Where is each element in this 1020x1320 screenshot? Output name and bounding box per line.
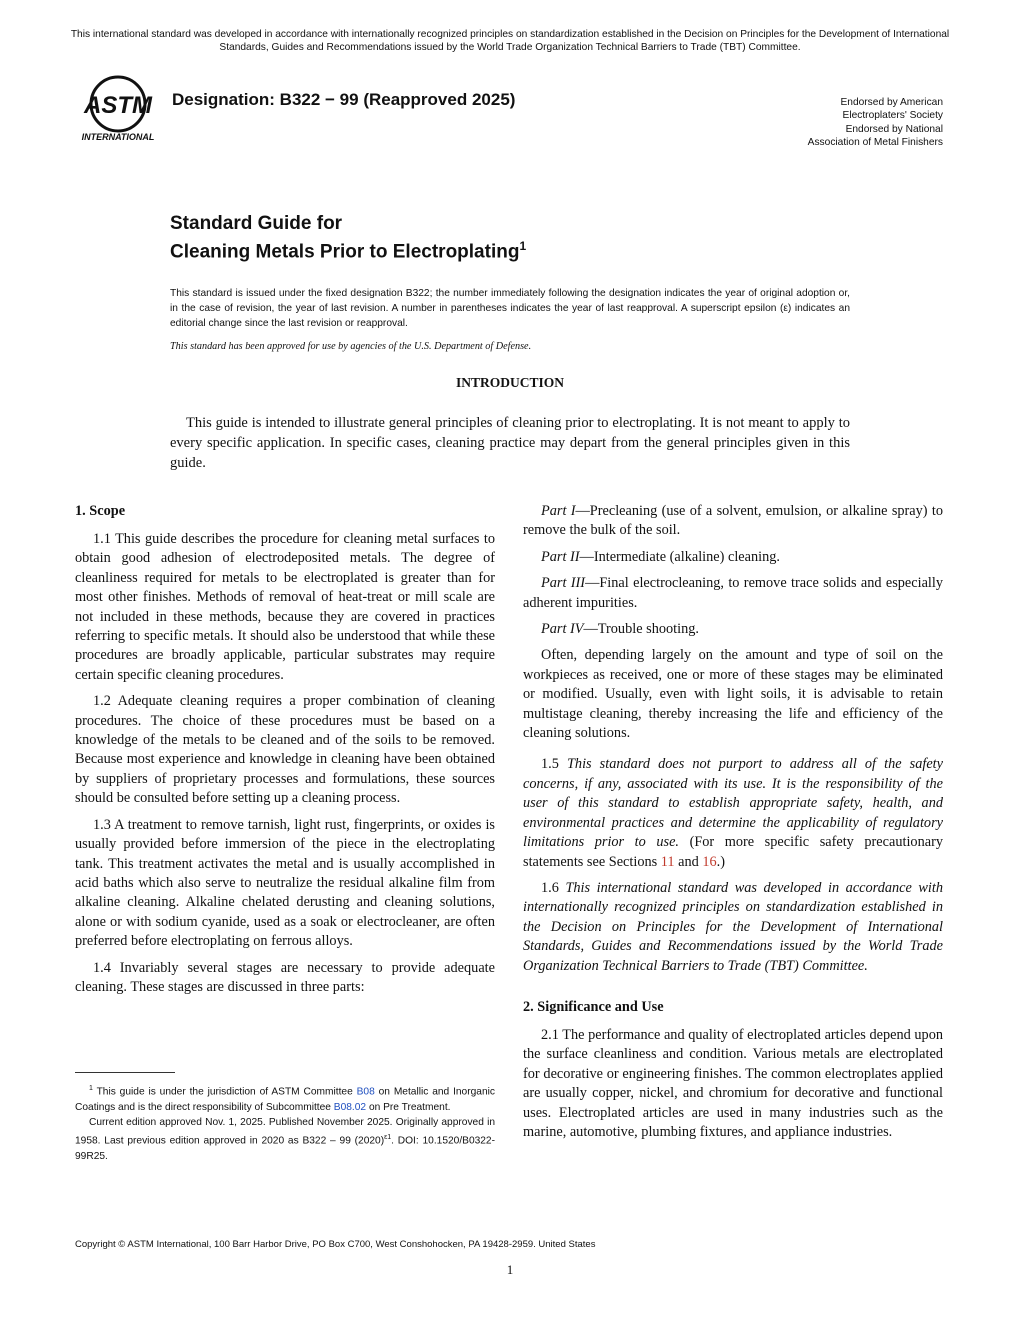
dod-note: This standard has been approved for use by agencies of the U.S. Department of Defense. — [170, 341, 532, 352]
footnote-text: on Pre Treatment. — [368, 1101, 451, 1113]
footnote-mark: 1 — [89, 1085, 93, 1092]
document-title — [170, 212, 526, 263]
title-footnote-mark: 1 — [519, 239, 527, 253]
section-1-heading: 1. Scope — [75, 503, 126, 519]
footnote-edition — [75, 1115, 495, 1164]
copyright: Copyright © ASTM International, 100 Barr Harbor Drive, PO Box C700, West Conshohocken, PA 19428-2959. United States — [75, 1239, 596, 1250]
endorsements — [808, 96, 943, 150]
footnote-text: on Metallic and Inorganic Coatings and is the direct responsibility of Subcommittee — [75, 1086, 495, 1113]
part-text: —Final electrocleaning, to remove trace solids and especially adherent impurities. — [523, 575, 944, 611]
close-paren: .) — [716, 853, 726, 870]
right-column — [523, 502, 943, 1149]
para-1-2: 1.2 Adequate cleaning requires a proper combination of cleaning procedures. The choice of these procedures must be based on a knowledge of the metals to be cleaned and of the soils to be removed. Because most experience and knowledge in cleaning have been obtained by suppliers of proprietary processes and formulations, these sources should be consulted before setting up a cleaning process. — [75, 693, 495, 807]
designation: Designation: B322 − 99 (Reapproved 2025) — [172, 90, 516, 109]
page-number: 1 — [506, 1262, 514, 1277]
safety-statement: This standard does not purport to address all of the safety concerns, if any, associated with its use. It is the responsibility of the user of this standard to establish appropriate safety, health, and environmental practices and determine the applicability of regulatory limitations prior to use. — [523, 756, 943, 851]
para-1-5 — [523, 755, 943, 871]
part-label: Part III — [541, 575, 586, 592]
top-notice: This international standard was developed in accordance with internationally recognized principles on standardization established in the Decision on Principles for the Development of International Standards, Guides and Recommendations issued by the World Trade Organization Technical Barriers to Trade (TBT) Committee. — [70, 29, 950, 53]
part-label: Part IV — [541, 621, 584, 638]
footnote — [75, 1081, 495, 1164]
footnote-1 — [75, 1081, 495, 1115]
logo-text: ASTM — [84, 92, 152, 119]
para-number: 1.6 — [541, 879, 559, 896]
part-text: —Trouble shooting. — [583, 621, 699, 638]
tbt-statement: This international standard was developed in accordance with internationally recognized principles on standardization established in the Decision on Principles for the Development of International Standards, Guides and Recommendations issued by the World Trade Organization Technical Barriers to Trade (TBT) Committee. — [523, 879, 944, 974]
edition-sup: ε1 — [384, 1134, 392, 1141]
part-3 — [523, 574, 943, 613]
logo-subtext: INTERNATIONAL — [81, 132, 155, 142]
part-text: —Intermediate (alkaline) cleaning. — [579, 548, 780, 565]
para-often: Often, depending largely on the amount and type of soil on the workpieces as received, one or more of these stages may be eliminated or modified. Usually, even with light soils, it is advisable to retain multistage cleaning, thereby increasing the life and efficiency of the cleaning solutions. — [523, 647, 943, 742]
edition-text: Current edition approved Nov. 1, 2025. Published November 2025. Originally approved in 1958. Last previous edition approved in 2020 as B322 – 99 (2020) — [75, 1116, 495, 1147]
introduction-text: This guide is intended to illustrate general principles of cleaning prior to electroplating. It is not meant to apply to every specific application. In specific cases, cleaning practice may depart from the general principles given in this guide. — [170, 415, 850, 471]
title-line-1: Standard Guide for — [170, 213, 343, 234]
and-text: and — [678, 853, 699, 870]
edition-end: . DOI: 10.1520/B0322-99R25. — [75, 1135, 495, 1162]
para-2-1: 2.1 The performance and quality of electroplated articles depend upon the surface cleanliness and condition. Various metals are electroplated for decorative or engineering finishes. The common electroplates applied are usually copper, nickel, and chromium for decorative and functional uses. Electroplated articles are used in many industries such as the marine, automotive, plumbing fixtures, and appliance industries. — [523, 1026, 943, 1140]
committee-link[interactable]: B08 — [356, 1086, 375, 1098]
para-1-6 — [523, 879, 943, 976]
para-1-4: 1.4 Invariably several stages are necessary to provide adequate cleaning. These stages are discussed in three parts: — [75, 959, 495, 995]
section-11-link[interactable]: 11 — [660, 853, 675, 870]
subcommittee-link[interactable]: B08.02 — [333, 1101, 367, 1113]
endorsement-line: Endorsed by American — [840, 97, 943, 108]
endorsement-line: Association of Metal Finishers — [807, 137, 943, 149]
part-label: Part I — [541, 503, 576, 519]
issue-note: This standard is issued under the fixed designation B322; the number immediately following the designation indicates the year of original adoption or, in the case of revision, the year of last revision. A number in parentheses indicates the year of last reapproval. A superscript epsilon (ε) indicates an editorial change since the last revision or reapproval. — [170, 288, 850, 329]
endorsement-line: Electroplaters' Society — [842, 110, 943, 122]
title-text: Cleaning Metals Prior to Electroplating — [170, 241, 520, 263]
part-4 — [523, 620, 943, 639]
para-1-1: 1.1 This guide describes the procedure for cleaning metal surfaces to obtain good adhesion of electrodeposited metals. The degree of cleanliness required for metals to be electroplated is greater than for most other finishes. Methods of removal of heat-treat or mill scale are not included in these methods, because they are covered in practices referring to specific metals. It should also be understood that while these procedures are broadly applicable, particular substrates may require certain specific cleaning procedures. — [75, 531, 495, 683]
astm-logo-icon — [76, 74, 160, 146]
section-2-heading: 2. Significance and Use — [523, 998, 664, 1015]
footnote-text: This guide is under the jurisdiction of ASTM Committee — [96, 1086, 353, 1098]
part-1 — [523, 502, 943, 541]
part-text: —Precleaning (use of a solvent, emulsion, or alkaline spray) to remove the bulk of the soil. — [523, 503, 943, 539]
part-2 — [523, 548, 943, 567]
introduction-heading: INTRODUCTION — [455, 375, 564, 390]
section-16-link[interactable]: 16 — [702, 853, 717, 870]
safety-tail: (For more specific safety precautionary statements see Sections — [523, 834, 943, 870]
para-1-3: 1.3 A treatment to remove tarnish, light rust, fingerprints, or oxides is usually provided before immersion of the piece in the electroplating tank. This treatment activates the metal and is usually accomplished in acid baths which also serve to neutralize the residual alkaline film from alkaline cleaning. Alkaline chelated derusting and cleaning solutions, alone or with sodium cyanide, used as a soak or electrocleaner, are often preferred before electroplating on ferrous alloys. — [75, 816, 495, 950]
title-line-2 — [170, 235, 526, 263]
footnote-rule — [75, 1072, 175, 1073]
part-label: Part II — [541, 548, 580, 565]
endorsement-line: Endorsed by National — [845, 123, 943, 135]
astm-logo — [76, 74, 160, 146]
para-number: 1.5 — [541, 756, 559, 773]
left-column — [75, 502, 495, 1004]
